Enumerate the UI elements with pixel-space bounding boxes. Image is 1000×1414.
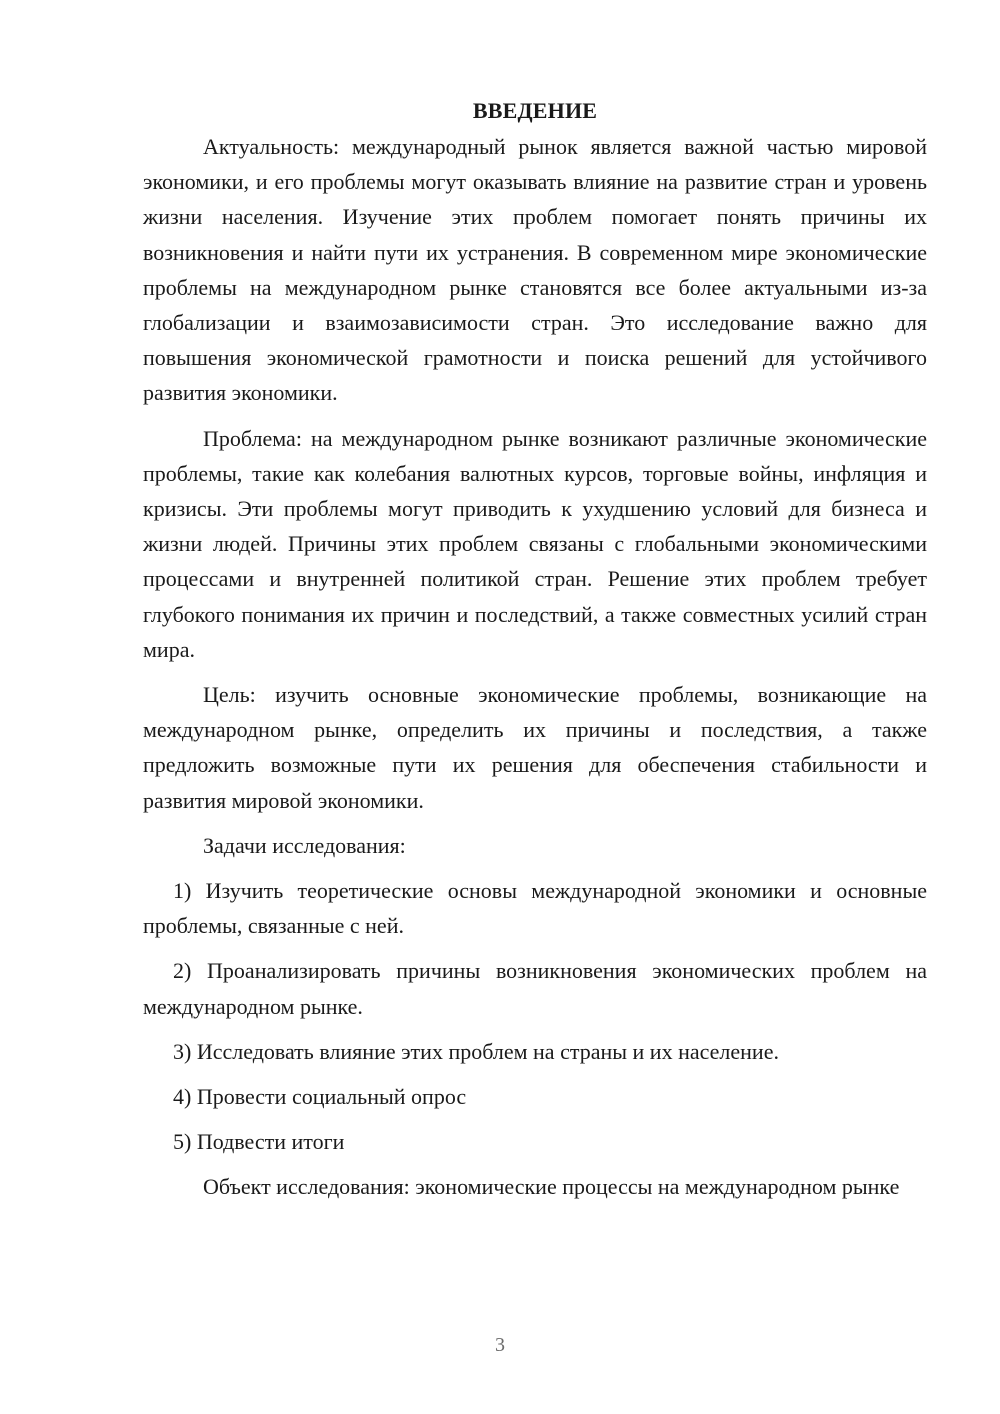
task-item-4: 4) Провести социальный опрос (173, 1084, 467, 1110)
task-item-2: 2) Проанализировать причины возникновения экономических проблем на международном рынке. (143, 958, 927, 1019)
task-item-1: 1) Изучить теоретические основы международной экономики и основные проблемы, связанные с ней. (143, 878, 927, 939)
relevance-paragraph: Актуальность: международный рынок является важной частью мировой экономики, и его проблемы могут оказывать влияние на развитие стран и уровень жизни населения. Изучение этих проблем помогает понять причины их возникновения и найти пути их устранения. В современном мире экономические проблемы на международном рынке становятся все более актуальными из-за глобализации и взаимозависимости стран. Это исследование важно для повышения экономической грамотности и поиска решений для устойчивого развития экономики. (143, 134, 927, 406)
page-number: 3 (495, 1334, 505, 1356)
problem-paragraph: Проблема: на международном рынке возникают различные экономические проблемы, такие как колебания валютных курсов, торговые войны, инфляция и кризисы. Эти проблемы могут приводить к ухудшению условий для бизнеса и жизни людей. Причины этих проблем связаны с глобальными экономическими процессами и внутренней политикой стран. Решение этих проблем требует глубокого понимания их причин и последствий, а также совместных усилий стран мира. (143, 425, 927, 662)
tasks-title: Задачи исследования: (203, 832, 406, 858)
object-paragraph: Объект исследования: экономические процессы на международном рынке (203, 1174, 900, 1200)
page-content (143, 93, 927, 1215)
section-heading: ВВЕДЕНИЕ (472, 98, 598, 123)
task-item-5: 5) Подвести итоги (173, 1129, 345, 1155)
goal-paragraph: Цель: изучить основные экономические проблемы, возникающие на международном рынке, определить их причины и последствия, а также предложить возможные пути их решения для обеспечения стабильности и развития мировой экономики. (143, 682, 927, 813)
task-item-3: 3) Исследовать влияние этих проблем на страны и их население. (173, 1038, 779, 1064)
